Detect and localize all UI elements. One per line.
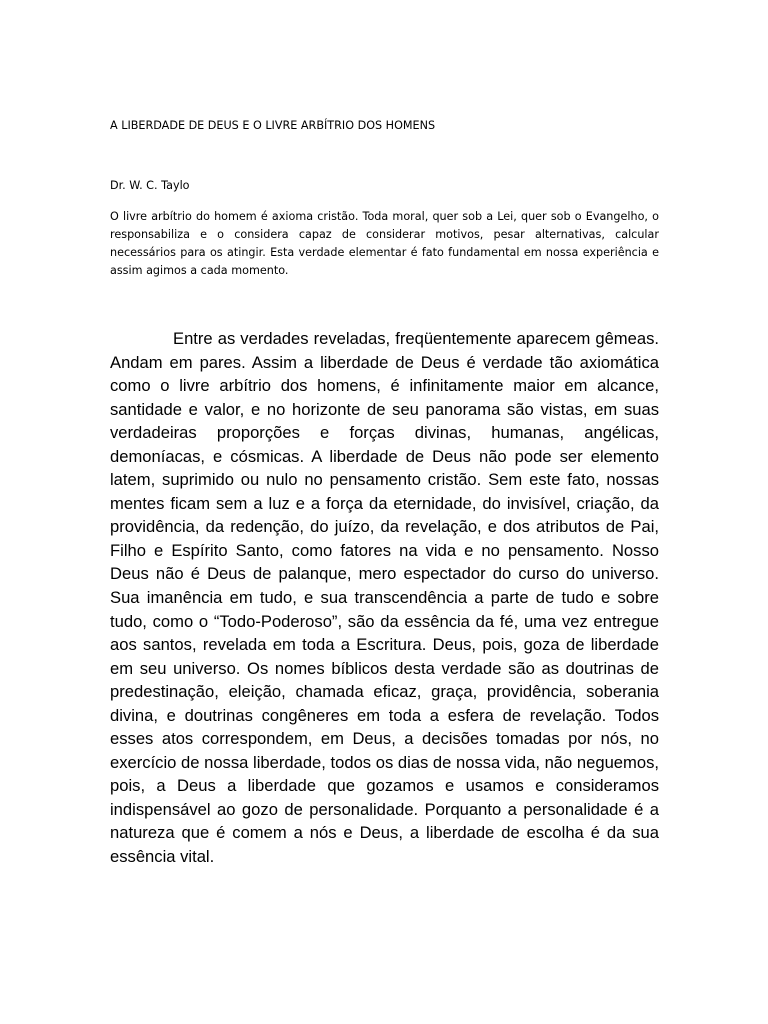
- abstract-paragraph: O livre arbítrio do homem é axioma cristão. Toda moral, quer sob a Lei, quer sob o Evangelho, o responsabiliza e o considera capaz de considerar motivos, pesar alternativas, calcular necessários para os atingir. Esta verdade elementar é fato fundamental em nossa experiência e assim agimos a cada momento.: [110, 210, 659, 277]
- body-paragraph: Entre as verdades reveladas, freqüentemente aparecem gêmeas. Andam em pares. Assim a liberdade de Deus é verdade tão axiomática como o livre arbítrio dos homens, é infinitamente maior em alcance, santidade e valor, e no horizonte de seu panorama são vistas, em suas verdadeiras proporções e forças divinas, humanas, angélicas, demoníacas, e cósmicas. A liberdade de Deus não pode ser elemento latem, suprimido ou nulo no pensamento cristão. Sem este fato, nossas mentes ficam sem a luz e a força da eternidade, do invisível, criação, da providência, da redenção, do juízo, da revelação, e dos atributos de Pai, Filho e Espírito Santo, como fatores na vida e no pensamento. Nosso Deus não é Deus de palanque, mero espectador do curso do universo. Sua imanência em tudo, e sua transcendência a parte de tudo e sobre tudo, como o “Todo-Poderoso”, são da essência da fé, uma vez entregue aos santos, revelada em toda a Escritura. Deus, pois, goza de liberdade em seu universo. Os nomes bíblicos desta verdade são as doutrinas de predestinação, eleição, chamada eficaz, graça, providência, soberania divina, e doutrinas congêneres em toda a esfera de revelação. Todos esses atos correspondem, em Deus, a decisões tomadas por nós, no exercício de nossa liberdade, todos os dias de nossa vida, não neguemos, pois, a Deus a liberdade que gozamos e usamos e consideramos indispensável ao gozo de personalidade. Porquanto a personalidade é a natureza que é comem a nós e Deus, a liberdade de escolha é da sua essência vital.: [110, 329, 659, 867]
- document-title: A LIBERDADE DE DEUS E O LIVRE ARBÍTRIO DOS HOMENS: [110, 119, 436, 132]
- author-line: Dr. W. C. Taylo: [110, 179, 190, 192]
